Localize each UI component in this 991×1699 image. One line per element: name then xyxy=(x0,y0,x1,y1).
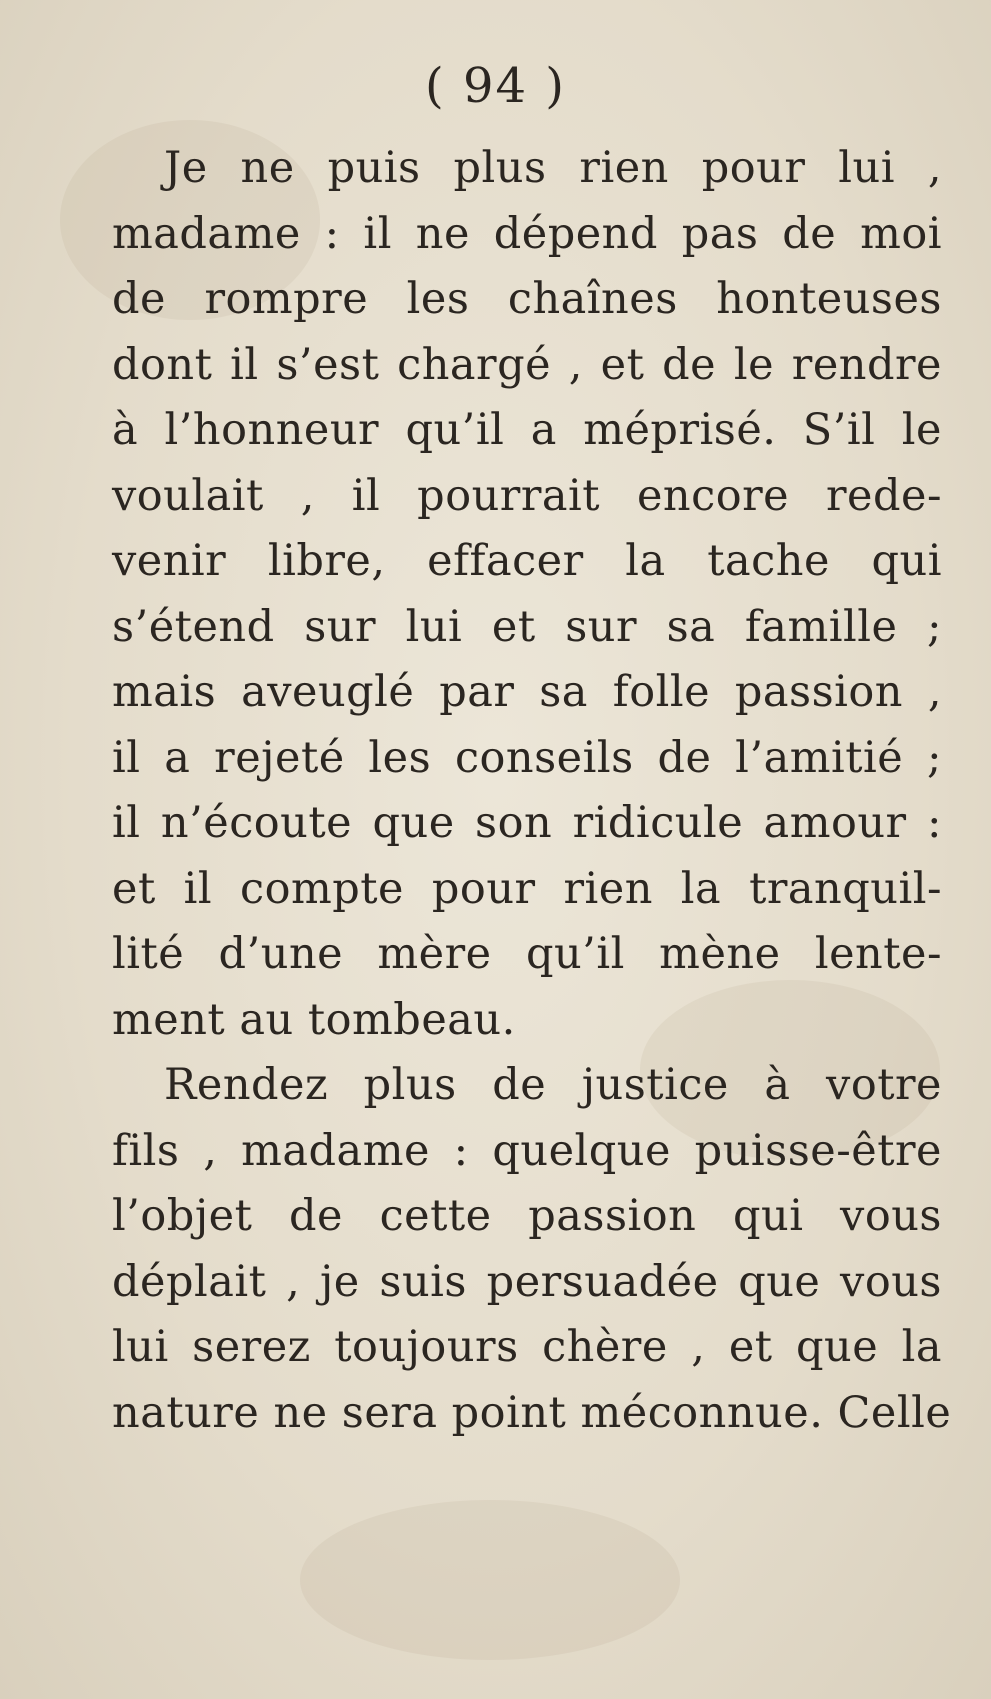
body-text xyxy=(112,136,952,1446)
text-line: de rompre les chaînes honteuses xyxy=(112,274,942,324)
text-line: lité d’une mère qu’il mène lente- xyxy=(112,929,942,979)
text-line: Rendez plus de justice à votre xyxy=(164,1060,942,1110)
paragraph xyxy=(112,1053,952,1446)
text-line: Je ne puis plus rien pour lui , xyxy=(164,143,942,193)
text-line: nature ne sera point méconnue. Celle xyxy=(112,1387,952,1438)
text-line: venir libre, effacer la tache qui xyxy=(112,536,942,586)
text-line: l’objet de cette passion qui vous xyxy=(112,1191,942,1241)
text-line: lui serez toujours chère , et que la xyxy=(112,1322,942,1372)
text-line: dont il s’est chargé , et de le rendre xyxy=(112,339,942,390)
text-line: déplait , je suis persuadée que vous xyxy=(112,1256,942,1307)
text-line: madame : il ne dépend pas de moi xyxy=(112,208,942,259)
text-line: il n’écoute que son ridicule amour : xyxy=(112,798,942,848)
text-line: mais aveuglé par sa folle passion , xyxy=(112,667,942,717)
text-line: fils , madame : quelque puisse-être xyxy=(112,1125,942,1176)
page-number: ( 94 ) xyxy=(424,58,567,114)
text-line: il a rejeté les conseils de l’amitié ; xyxy=(112,732,942,783)
paper-stain xyxy=(300,1500,680,1660)
text-line: s’étend sur lui et sur sa famille ; xyxy=(112,601,942,652)
paragraph xyxy=(112,136,942,1053)
text-line: et il compte pour rien la tranquil- xyxy=(112,863,942,914)
text-line: à l’honneur qu’il a méprisé. S’il le xyxy=(112,405,942,455)
text-line: ment au tombeau. xyxy=(112,994,516,1045)
text-line: voulait , il pourrait encore rede- xyxy=(112,470,942,521)
